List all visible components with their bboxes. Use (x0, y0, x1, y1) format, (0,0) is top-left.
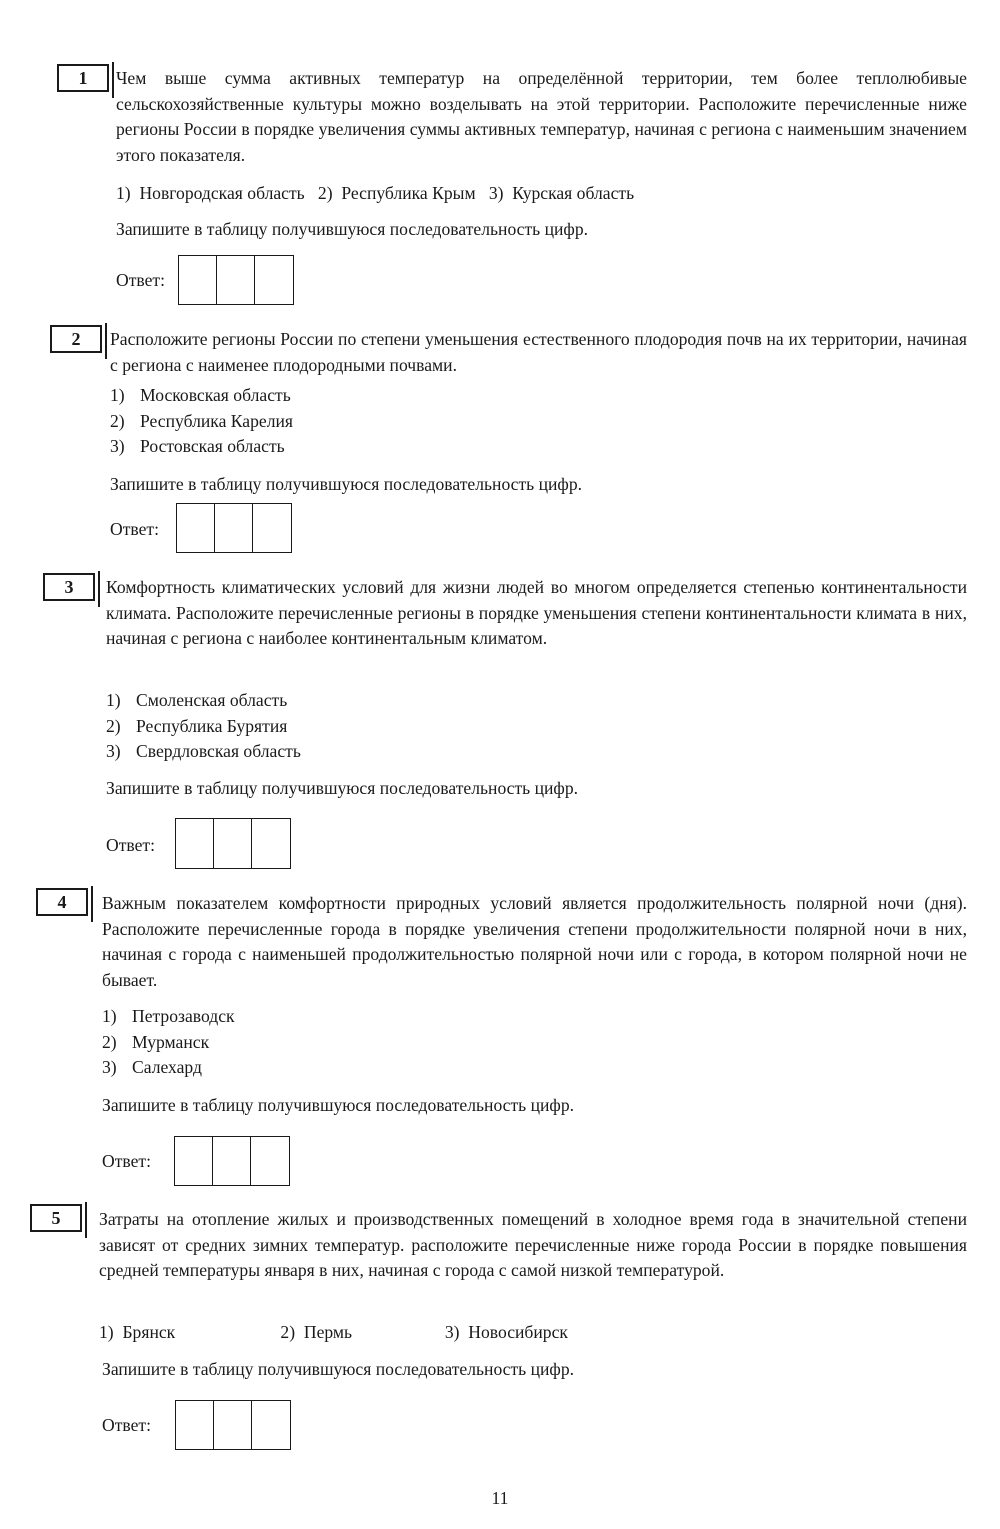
answer-cell[interactable] (176, 1401, 214, 1449)
task-question: Затраты на отопление жилых и производственных помещений в холодное время года в значительной степени зависят от средних зимних температур. расположите перечисленные ниже города России в порядке повышения средней температуры января в них, начиная с города с самой низкой температурой. (99, 1209, 967, 1280)
option-3: 3) Свердловская область (106, 741, 301, 762)
option-1: 1) Новгородская область (116, 183, 305, 203)
answer-cell[interactable] (214, 1401, 252, 1449)
option-1: 1) Московская область (110, 385, 291, 405)
answer-label: Ответ: (106, 835, 155, 855)
instruction: Запишите в таблицу получившуюся последовательность цифр. (106, 778, 579, 798)
task-question: Чем выше сумма активных температур на определённой территории, тем более теплолюбивые сельскохозяйственные культуры можно возделывать на этой территории. Расположите перечисленные ниже регионы России в порядке увеличения суммы активных температур, начиная с региона с наименьшим значением этого показателя. (116, 68, 967, 165)
task-number-box: 5 (30, 1204, 82, 1232)
option-2: 2) Республика Бурятия (106, 715, 288, 736)
task-number-box: 3 (43, 573, 95, 601)
task-number-box: 2 (50, 325, 102, 353)
option-2: 2) Пермь (280, 1322, 353, 1342)
task-number-box: 4 (36, 888, 88, 916)
answer-label: Ответ: (102, 1415, 151, 1435)
instruction: Запишите в таблицу получившуюся последовательность цифр. (102, 1359, 575, 1379)
option-3: 3) Ростовская область (110, 436, 285, 457)
option-1: 1) Брянск (99, 1322, 176, 1342)
option-2: 2) Республика Карелия (110, 410, 293, 431)
answer-label: Ответ: (116, 270, 165, 290)
page-number: 11 (491, 1488, 509, 1508)
instruction: Запишите в таблицу получившуюся последовательность цифр. (110, 474, 583, 494)
task-options (99, 1320, 568, 1345)
task-question: Комфортность климатических условий для жизни людей во многом определяется степенью континентальности климата. Расположите перечисленные регионы в порядке уменьшения степени континентальности климата в них, начиная с региона с наиболее континентальным климатом. (106, 577, 967, 648)
task-number-box: 1 (57, 64, 109, 92)
answer-label: Ответ: (110, 519, 159, 539)
option-1: 1) Смоленская область (106, 690, 288, 710)
option-1: 1) Петрозаводск (102, 1006, 235, 1026)
answer-cells (175, 1400, 291, 1450)
option-3: 3) Салехард (102, 1057, 202, 1078)
option-3: 3) Новосибирск (444, 1322, 568, 1342)
option-2: 2) Мурманск (102, 1031, 210, 1052)
task-question: Важным показателем комфортности природных условий является продолжительность полярной ночи (дня). Расположите перечисленные города в порядке увеличения степени продолжительности полярной ночи в них, начиная с города с наименьшей продолжительностью полярной ночи или с города, в котором полярной ночи не бывает. (102, 893, 967, 990)
instruction: Запишите в таблицу получившуюся последовательность цифр. (116, 219, 589, 239)
option-3: 3) Курская область (488, 183, 635, 203)
instruction: Запишите в таблицу получившуюся последовательность цифр. (102, 1095, 575, 1115)
answer-cell[interactable] (252, 1401, 290, 1449)
option-2: 2) Республика Крым (317, 183, 476, 203)
task-question: Расположите регионы России по степени уменьшения естественного плодородия почв на их территории, начиная с региона с наименее плодородными почвами. (110, 329, 967, 375)
answer-label: Ответ: (102, 1151, 151, 1171)
